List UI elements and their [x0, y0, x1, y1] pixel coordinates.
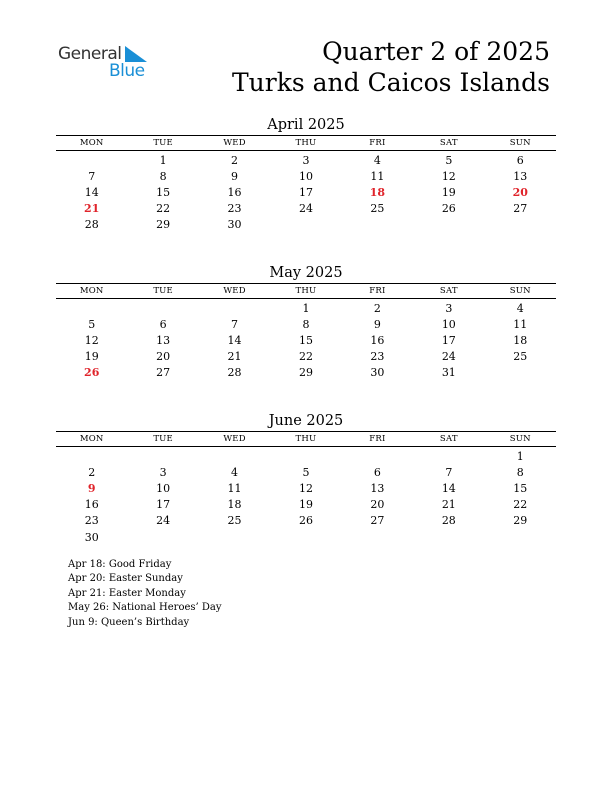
day-cell: 11 — [513, 317, 528, 331]
weeks — [56, 299, 556, 381]
day-cell: 3 — [159, 465, 167, 479]
day-cell: 8 — [302, 317, 310, 331]
day-cell: 28 — [84, 218, 99, 232]
day-cell: 30 — [370, 366, 385, 380]
weekday-header: TUE — [153, 434, 173, 444]
day-cell: 15 — [156, 185, 171, 199]
weekday-header: SUN — [509, 138, 531, 148]
week-row — [56, 365, 556, 381]
day-cell: 10 — [298, 169, 313, 183]
day-cell: 28 — [227, 366, 242, 380]
day-cell: 22 — [298, 350, 313, 364]
weekday-header: FRI — [369, 138, 386, 148]
day-cell: 29 — [513, 514, 528, 528]
day-cell: 4 — [373, 153, 381, 167]
day-cell: 9 — [87, 481, 96, 495]
day-cell: 28 — [441, 514, 456, 528]
holiday-note: Apr 20: Easter Sunday — [68, 573, 183, 585]
holiday-note: Jun 9: Queen’s Birthday — [68, 616, 190, 628]
day-cell: 30 — [227, 218, 242, 232]
day-cell: 26 — [441, 202, 456, 216]
week-row — [56, 316, 556, 332]
title-country: Turks and Caicos Islands — [231, 68, 550, 97]
day-cell: 27 — [370, 514, 385, 528]
month-title: June 2025 — [268, 413, 344, 429]
weeks — [56, 447, 556, 545]
day-cell: 21 — [227, 350, 242, 364]
day-cell: 8 — [516, 465, 524, 479]
day-cell: 19 — [298, 498, 313, 512]
day-cell: 21 — [441, 498, 456, 512]
weekday-header: SAT — [439, 286, 458, 296]
day-cell: 20 — [370, 498, 385, 512]
day-cell: 1 — [159, 153, 167, 167]
day-cell: 17 — [298, 185, 313, 199]
day-cell: 24 — [156, 514, 171, 528]
day-cell: 24 — [441, 350, 456, 364]
weekday-header: WED — [223, 434, 246, 444]
day-cell: 18 — [369, 185, 386, 199]
day-cell: 5 — [302, 465, 310, 479]
day-cell: 26 — [84, 366, 100, 380]
day-cell: 15 — [513, 481, 528, 495]
week-row — [56, 497, 556, 513]
day-cell: 11 — [370, 169, 385, 183]
day-cell: 23 — [84, 514, 99, 528]
day-cell: 14 — [84, 185, 99, 199]
day-cell: 7 — [88, 169, 96, 183]
month-june — [56, 412, 556, 545]
day-cell: 19 — [441, 185, 456, 199]
month-april — [56, 116, 556, 233]
holiday-notes — [68, 558, 222, 630]
week-row — [56, 529, 556, 545]
weekday-header: MON — [79, 138, 104, 148]
day-cell: 26 — [298, 514, 313, 528]
weekday-header: WED — [223, 286, 246, 296]
logo-general-text: General — [58, 44, 122, 64]
day-cell: 13 — [156, 333, 171, 347]
day-cell: 1 — [302, 301, 310, 315]
holiday-note: Apr 18: Good Friday — [68, 559, 172, 570]
day-cell: 1 — [516, 449, 524, 463]
weekday-header: MON — [79, 434, 104, 444]
day-cell: 14 — [227, 333, 242, 347]
day-cell: 17 — [156, 498, 171, 512]
holiday-note: May 26: National Heroes’ Day — [68, 602, 222, 614]
day-cell: 18 — [227, 498, 242, 512]
day-cell: 31 — [441, 366, 456, 380]
day-cell: 23 — [370, 350, 385, 364]
day-cell: 21 — [84, 202, 100, 216]
page-title — [232, 36, 550, 98]
day-cell: 13 — [513, 169, 528, 183]
day-cell: 30 — [84, 530, 99, 544]
week-row — [56, 464, 556, 480]
weekday-header: TUE — [153, 138, 173, 148]
weekday-header-row — [56, 135, 556, 151]
day-cell: 3 — [302, 153, 310, 167]
day-cell: 22 — [513, 498, 528, 512]
holiday-note: Apr 21: Easter Monday — [68, 587, 186, 599]
month-title: May 2025 — [269, 265, 343, 281]
day-cell: 9 — [231, 169, 239, 183]
logo-blue-text: Blue — [109, 61, 145, 81]
week-row — [56, 152, 556, 168]
weekday-header: WED — [223, 138, 246, 148]
day-cell: 12 — [298, 481, 313, 495]
day-cell: 22 — [156, 202, 171, 216]
day-cell: 10 — [441, 317, 456, 331]
day-cell: 10 — [156, 481, 171, 495]
day-cell: 11 — [227, 481, 242, 495]
weekday-header: THU — [295, 138, 317, 148]
month-title: April 2025 — [267, 117, 345, 133]
day-cell: 16 — [370, 333, 385, 347]
weekday-header: FRI — [369, 286, 386, 296]
day-cell: 16 — [227, 185, 242, 199]
weeks — [56, 151, 556, 233]
day-cell: 6 — [159, 317, 167, 331]
weekday-header: SUN — [509, 434, 531, 444]
day-cell: 29 — [156, 218, 171, 232]
day-cell: 15 — [298, 333, 313, 347]
day-cell: 12 — [84, 333, 99, 347]
day-cell: 4 — [516, 301, 524, 315]
weekday-header: FRI — [369, 434, 386, 444]
month-may — [56, 264, 556, 381]
day-cell: 20 — [156, 350, 171, 364]
day-cell: 16 — [84, 498, 99, 512]
day-cell: 29 — [298, 366, 313, 380]
day-cell: 12 — [441, 169, 456, 183]
day-cell: 24 — [298, 202, 313, 216]
week-row — [56, 448, 556, 464]
day-cell: 2 — [231, 153, 239, 167]
logo-triangle-icon — [125, 46, 147, 62]
day-cell: 25 — [513, 350, 528, 364]
weekday-header: SAT — [439, 434, 458, 444]
day-cell: 27 — [513, 202, 528, 216]
week-row — [56, 300, 556, 316]
day-cell: 14 — [441, 481, 456, 495]
weekday-header: MON — [79, 286, 104, 296]
day-cell: 9 — [373, 317, 381, 331]
weekday-header: THU — [295, 286, 317, 296]
logo — [58, 44, 158, 84]
day-cell: 20 — [512, 185, 528, 199]
day-cell: 19 — [84, 350, 99, 364]
week-row — [56, 332, 556, 348]
day-cell: 7 — [445, 465, 453, 479]
day-cell: 17 — [441, 333, 456, 347]
week-row — [56, 168, 556, 184]
day-cell: 6 — [516, 153, 524, 167]
day-cell: 7 — [231, 317, 239, 331]
day-cell: 13 — [370, 481, 385, 495]
weekday-header: SAT — [439, 138, 458, 148]
day-cell: 2 — [373, 301, 381, 315]
day-cell: 25 — [227, 514, 242, 528]
week-row — [56, 184, 556, 200]
week-row — [56, 201, 556, 217]
day-cell: 4 — [231, 465, 239, 479]
week-row — [56, 480, 556, 496]
day-cell: 2 — [88, 465, 96, 479]
week-row — [56, 217, 556, 233]
day-cell: 25 — [370, 202, 385, 216]
week-row — [56, 513, 556, 529]
day-cell: 6 — [373, 465, 381, 479]
title-quarter: Quarter 2 of 2025 — [322, 37, 550, 66]
day-cell: 18 — [513, 333, 528, 347]
day-cell: 5 — [88, 317, 96, 331]
day-cell: 27 — [156, 366, 171, 380]
day-cell: 23 — [227, 202, 242, 216]
day-cell: 5 — [445, 153, 453, 167]
weekday-header: THU — [295, 434, 317, 444]
weekday-header-row — [56, 431, 556, 447]
week-row — [56, 349, 556, 365]
weekday-header: SUN — [509, 286, 531, 296]
weekday-header-row — [56, 283, 556, 299]
day-cell: 3 — [445, 301, 453, 315]
day-cell: 8 — [159, 169, 167, 183]
weekday-header: TUE — [153, 286, 173, 296]
